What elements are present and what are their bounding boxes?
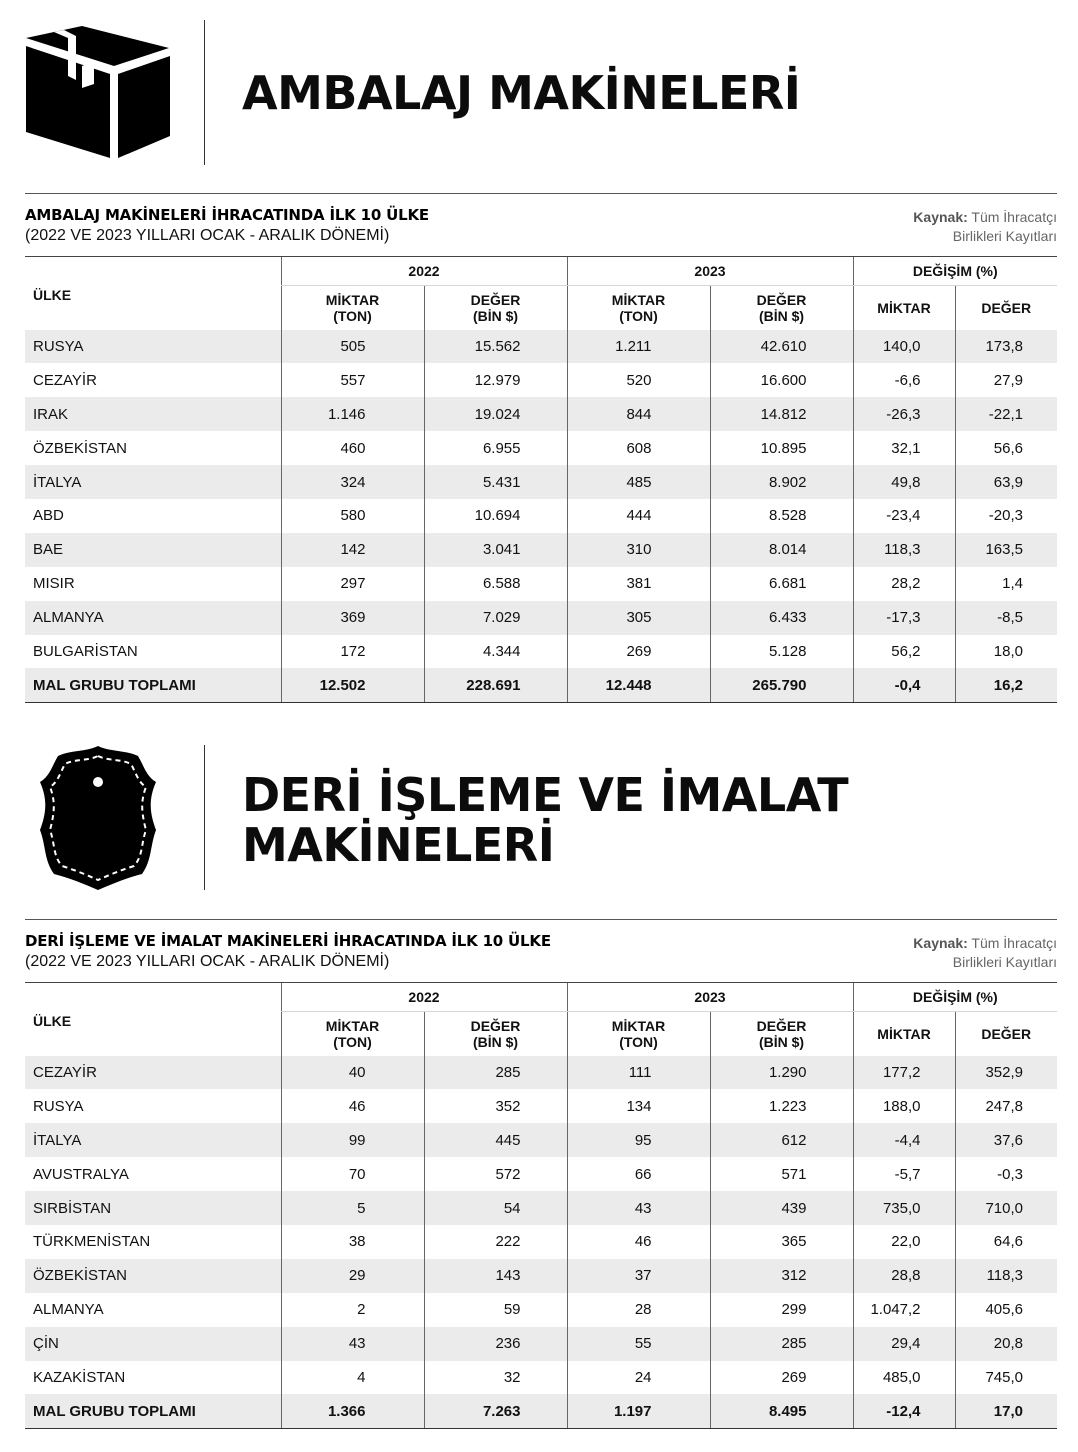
cell-change-qty: 56,2 <box>853 635 955 669</box>
col-year-2023: 2023 <box>567 257 853 286</box>
cell-change-qty: 28,2 <box>853 567 955 601</box>
cell-country: ÖZBEKİSTAN <box>25 1259 281 1293</box>
cell-change-val: 1,4 <box>955 567 1057 601</box>
table-total-row <box>25 1394 1057 1428</box>
cell-val-2022: 222 <box>424 1225 567 1259</box>
cell-change-qty: -0,4 <box>853 668 955 702</box>
cell-qty-2022: 46 <box>281 1089 424 1123</box>
cell-qty-2023: 24 <box>567 1361 710 1395</box>
table-row <box>25 1191 1057 1225</box>
cell-change-qty: 177,2 <box>853 1056 955 1090</box>
table-row <box>25 1056 1057 1090</box>
cell-country: ALMANYA <box>25 601 281 635</box>
cell-val-2023: 6.433 <box>710 601 853 635</box>
cell-qty-2023: 66 <box>567 1157 710 1191</box>
cell-qty-2023: 12.448 <box>567 668 710 702</box>
table-row <box>25 601 1057 635</box>
cell-country: MISIR <box>33 575 75 593</box>
data-table-1 <box>25 256 1057 703</box>
cell-val-2022: 19.024 <box>424 397 567 431</box>
cell-qty-2023: 444 <box>567 499 710 533</box>
cell-change-val: 63,9 <box>955 465 1057 499</box>
cell-qty-2022: 43 <box>281 1327 424 1361</box>
col-country: ÜLKE <box>25 983 281 1056</box>
col-change: DEĞİŞİM (%) <box>853 257 1057 286</box>
cell-val-2023: 8.014 <box>710 533 853 567</box>
table-row <box>25 1157 1057 1191</box>
cell-qty-2022: 460 <box>281 431 424 465</box>
cell-change-qty: 22,0 <box>853 1225 955 1259</box>
cell-val-2022: 445 <box>424 1123 567 1157</box>
cell-change-qty: -5,7 <box>853 1157 955 1191</box>
page-title-line1: DERİ İŞLEME VE İMALAT <box>242 768 849 822</box>
cell-qty-2022: 12.502 <box>281 668 424 702</box>
cell-val-2022: 352 <box>424 1089 567 1123</box>
cell-country: ALMANYA <box>33 1301 104 1319</box>
cell-change-val: 710,0 <box>955 1191 1057 1225</box>
cell-qty-2022: 38 <box>281 1225 424 1259</box>
cell-val-2023: 16.600 <box>710 363 853 397</box>
cell-change-val: 173,8 <box>955 330 1057 364</box>
table-row <box>25 533 1057 567</box>
table-header-1 <box>25 193 1057 253</box>
cell-country: CEZAYİR <box>25 1056 281 1090</box>
cell-val-2023: 269 <box>710 1361 853 1395</box>
source-line1: Tüm İhracatçı <box>971 209 1057 225</box>
leather-hide-icon <box>34 744 162 892</box>
cell-val-2022: 143 <box>424 1259 567 1293</box>
col-qty-2022: MİKTAR (TON) <box>281 286 424 330</box>
cell-val-2023: 439 <box>710 1191 853 1225</box>
cell-qty-2023: 1.197 <box>567 1394 710 1428</box>
col-year-2022: 2022 <box>281 257 567 286</box>
cell-country: RUSYA <box>33 1097 84 1115</box>
col-val-2023: DEĞER (BİN $) <box>710 286 853 330</box>
source-line2: Birlikleri Kayıtları <box>952 228 1057 244</box>
cell-change-val: -0,3 <box>955 1157 1057 1191</box>
col-val-2022: DEĞER (BİN $) <box>424 286 567 330</box>
cell-change-qty: -26,3 <box>853 397 955 431</box>
table-row <box>25 1361 1057 1395</box>
source-line2: Birlikleri Kayıtları <box>952 954 1057 970</box>
cell-qty-2022: 1.146 <box>281 397 424 431</box>
cell-change-val: 405,6 <box>955 1293 1057 1327</box>
table-row <box>25 397 1057 431</box>
page-title: AMBALAJ MAKİNELERİ <box>242 66 801 120</box>
cell-country: RUSYA <box>25 330 281 364</box>
cell-val-2022: 59 <box>424 1293 567 1327</box>
cell-qty-2022: 1.366 <box>281 1394 424 1428</box>
table-total-row <box>25 668 1057 702</box>
table-row <box>25 465 1057 499</box>
source-label: Kaynak: <box>913 209 968 225</box>
cell-qty-2023: 381 <box>567 567 710 601</box>
source-label: Kaynak: <box>913 935 968 951</box>
cell-val-2023: 612 <box>710 1123 853 1157</box>
source-note <box>913 934 1057 972</box>
cell-qty-2022: 4 <box>281 1361 424 1395</box>
data-table-2 <box>25 982 1057 1429</box>
cell-country: TÜRKMENİSTAN <box>33 1233 151 1251</box>
cell-val-2022: 285 <box>424 1056 567 1090</box>
cell-qty-2023: 310 <box>567 533 710 567</box>
col-qty-2022: MİKTAR (TON) <box>281 1012 424 1056</box>
cell-change-qty: 49,8 <box>853 465 955 499</box>
table-row <box>25 330 1057 364</box>
cell-qty-2023: 55 <box>567 1327 710 1361</box>
cell-change-val: 37,6 <box>955 1123 1057 1157</box>
cell-val-2022: 3.041 <box>424 533 567 567</box>
cell-country: BULGARİSTAN <box>33 642 138 660</box>
col-change-qty: MİKTAR <box>853 286 955 330</box>
table-subtitle: (2022 VE 2023 YILLARI OCAK - ARALIK DÖNEMİ) <box>25 953 390 970</box>
col-val-2023: DEĞER (BİN $) <box>710 1012 853 1056</box>
cell-qty-2023: 269 <box>567 635 710 669</box>
cell-qty-2022: 580 <box>281 499 424 533</box>
col-change-val: DEĞER <box>955 286 1057 330</box>
cell-country: IRAK <box>25 397 281 431</box>
cell-change-qty: -4,4 <box>853 1123 955 1157</box>
cell-qty-2023: 95 <box>567 1123 710 1157</box>
cell-country: KAZAKİSTAN <box>33 1368 126 1386</box>
cell-val-2022: 7.263 <box>424 1394 567 1428</box>
cell-qty-2023: 111 <box>567 1056 710 1090</box>
cell-country: SIRBİSTAN <box>25 1191 281 1225</box>
table-subtitle: (2022 VE 2023 YILLARI OCAK - ARALIK DÖNEMİ) <box>25 227 390 244</box>
cell-change-qty: 1.047,2 <box>853 1293 955 1327</box>
cell-change-qty: 28,8 <box>853 1259 955 1293</box>
cell-qty-2022: 5 <box>281 1191 424 1225</box>
cell-change-qty: 32,1 <box>853 431 955 465</box>
table-row <box>25 1327 1057 1361</box>
cell-change-val: 56,6 <box>955 431 1057 465</box>
cell-qty-2023: 134 <box>567 1089 710 1123</box>
cell-qty-2022: 324 <box>281 465 424 499</box>
cell-country: MAL GRUBU TOPLAMI <box>25 668 281 702</box>
cell-qty-2023: 28 <box>567 1293 710 1327</box>
cell-country: ÖZBEKİSTAN <box>33 439 127 457</box>
cell-change-val: 20,8 <box>955 1327 1057 1361</box>
cell-val-2022: 4.344 <box>424 635 567 669</box>
page-title-line2: MAKİNELERİ <box>242 818 555 872</box>
cell-val-2023: 42.610 <box>710 330 853 364</box>
cell-val-2023: 6.681 <box>710 567 853 601</box>
cell-change-qty: 735,0 <box>853 1191 955 1225</box>
cell-val-2022: 7.029 <box>424 601 567 635</box>
cell-qty-2023: 43 <box>567 1191 710 1225</box>
cell-change-val: -22,1 <box>955 397 1057 431</box>
cell-val-2022: 6.955 <box>424 431 567 465</box>
col-country: ÜLKE <box>25 257 281 330</box>
col-year-2023: 2023 <box>567 983 853 1012</box>
cell-qty-2022: 172 <box>281 635 424 669</box>
cell-country: CEZAYİR <box>33 371 97 389</box>
cell-change-qty: 485,0 <box>853 1361 955 1395</box>
cell-val-2022: 15.562 <box>424 330 567 364</box>
cell-val-2022: 572 <box>424 1157 567 1191</box>
cell-change-qty: -6,6 <box>853 363 955 397</box>
cell-change-val: -20,3 <box>955 499 1057 533</box>
cell-change-qty: -17,3 <box>853 601 955 635</box>
cell-qty-2022: 29 <box>281 1259 424 1293</box>
col-qty-2023: MİKTAR (TON) <box>567 1012 710 1056</box>
cell-country: BAE <box>25 533 281 567</box>
table-title: AMBALAJ MAKİNELERİ İHRACATINDA İLK 10 ÜLKE <box>25 206 429 224</box>
table-row <box>25 1225 1057 1259</box>
page-title-2 <box>242 770 848 870</box>
table-row <box>25 567 1057 601</box>
col-year-2022: 2022 <box>281 983 567 1012</box>
table-row <box>25 635 1057 669</box>
cell-change-qty: 188,0 <box>853 1089 955 1123</box>
table-row <box>25 431 1057 465</box>
source-note <box>913 208 1057 246</box>
hero-divider <box>204 20 205 165</box>
source-line1: Tüm İhracatçı <box>971 935 1057 951</box>
cell-val-2022: 6.588 <box>424 567 567 601</box>
cell-val-2022: 54 <box>424 1191 567 1225</box>
cell-qty-2023: 37 <box>567 1259 710 1293</box>
cell-qty-2022: 99 <box>281 1123 424 1157</box>
cell-change-qty: -23,4 <box>853 499 955 533</box>
section-2-hero <box>0 730 1078 905</box>
cell-qty-2023: 844 <box>567 397 710 431</box>
cell-qty-2023: 46 <box>567 1225 710 1259</box>
cell-val-2022: 10.694 <box>424 499 567 533</box>
cell-val-2023: 312 <box>710 1259 853 1293</box>
col-qty-2023: MİKTAR (TON) <box>567 286 710 330</box>
cell-qty-2022: 557 <box>281 363 424 397</box>
cell-change-val: 17,0 <box>955 1394 1057 1428</box>
cell-val-2023: 8.902 <box>710 465 853 499</box>
cell-val-2023: 1.223 <box>710 1089 853 1123</box>
cell-change-val: 27,9 <box>955 363 1057 397</box>
cell-change-val: 352,9 <box>955 1056 1057 1090</box>
cell-qty-2022: 505 <box>281 330 424 364</box>
cell-qty-2022: 142 <box>281 533 424 567</box>
cell-country: ABD <box>33 507 64 525</box>
cell-qty-2023: 520 <box>567 363 710 397</box>
cell-change-val: -8,5 <box>955 601 1057 635</box>
cell-country: İTALYA <box>25 465 281 499</box>
cell-country: MAL GRUBU TOPLAMI <box>25 1394 281 1428</box>
cell-val-2022: 5.431 <box>424 465 567 499</box>
cell-qty-2023: 1.211 <box>567 330 710 364</box>
cell-change-qty: 118,3 <box>853 533 955 567</box>
cell-country: İTALYA <box>25 1123 281 1157</box>
cell-val-2023: 14.812 <box>710 397 853 431</box>
cell-change-qty: 29,4 <box>853 1327 955 1361</box>
cell-qty-2022: 297 <box>281 567 424 601</box>
cell-val-2023: 8.495 <box>710 1394 853 1428</box>
cell-val-2022: 236 <box>424 1327 567 1361</box>
table-row <box>25 1123 1057 1157</box>
cell-qty-2022: 2 <box>281 1293 424 1327</box>
cell-change-val: 745,0 <box>955 1361 1057 1395</box>
col-val-2022: DEĞER (BİN $) <box>424 1012 567 1056</box>
cell-qty-2022: 369 <box>281 601 424 635</box>
table-row <box>25 363 1057 397</box>
col-change: DEĞİŞİM (%) <box>853 983 1057 1012</box>
cell-val-2023: 5.128 <box>710 635 853 669</box>
cell-change-val: 163,5 <box>955 533 1057 567</box>
col-change-qty: MİKTAR <box>853 1012 955 1056</box>
hero-divider <box>204 745 205 890</box>
table-title: DERİ İŞLEME VE İMALAT MAKİNELERİ İHRACATINDA İLK 10 ÜLKE <box>25 932 551 950</box>
cell-qty-2023: 305 <box>567 601 710 635</box>
cell-val-2023: 10.895 <box>710 431 853 465</box>
table-row <box>25 1089 1057 1123</box>
col-change-val: DEĞER <box>955 1012 1057 1056</box>
cell-qty-2022: 40 <box>281 1056 424 1090</box>
cell-country: AVUSTRALYA <box>33 1165 129 1183</box>
cell-val-2022: 228.691 <box>424 668 567 702</box>
cell-change-qty: -12,4 <box>853 1394 955 1428</box>
cell-qty-2023: 485 <box>567 465 710 499</box>
table-header-2 <box>25 919 1057 979</box>
cell-country: ÇİN <box>25 1327 281 1361</box>
section-1-hero <box>0 0 1078 180</box>
cell-change-qty: 140,0 <box>853 330 955 364</box>
cell-qty-2022: 70 <box>281 1157 424 1191</box>
cell-change-val: 247,8 <box>955 1089 1057 1123</box>
cell-val-2023: 8.528 <box>710 499 853 533</box>
cell-val-2023: 299 <box>710 1293 853 1327</box>
cell-change-val: 16,2 <box>955 668 1057 702</box>
cell-change-val: 64,6 <box>955 1225 1057 1259</box>
cell-val-2023: 1.290 <box>710 1056 853 1090</box>
cell-change-val: 18,0 <box>955 635 1057 669</box>
box-icon <box>24 24 172 160</box>
table-row <box>25 1259 1057 1293</box>
table-row <box>25 499 1057 533</box>
cell-val-2023: 365 <box>710 1225 853 1259</box>
cell-qty-2023: 608 <box>567 431 710 465</box>
table-row <box>25 1293 1057 1327</box>
cell-val-2023: 571 <box>710 1157 853 1191</box>
cell-change-val: 118,3 <box>955 1259 1057 1293</box>
cell-val-2023: 285 <box>710 1327 853 1361</box>
cell-val-2022: 12.979 <box>424 363 567 397</box>
cell-val-2022: 32 <box>424 1361 567 1395</box>
cell-val-2023: 265.790 <box>710 668 853 702</box>
